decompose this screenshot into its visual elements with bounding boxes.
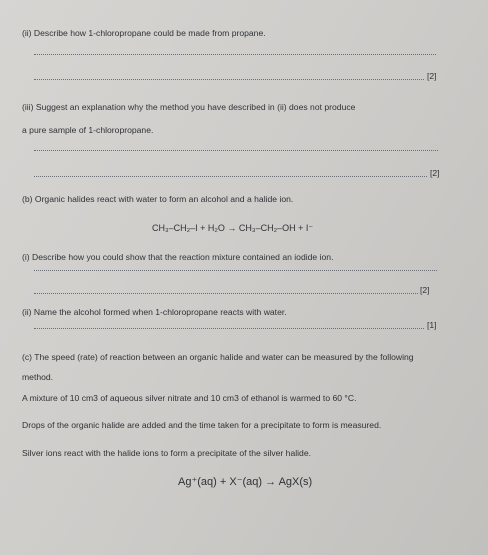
silver-halide-equation: Ag⁺(aq) + X⁻(aq) → AgX(s) xyxy=(178,476,313,488)
question-c-paragraph-3: Silver ions react with the halide ions to form a precipitate of the silver halide. xyxy=(22,448,311,458)
question-b-ii-text: (ii) Name the alcohol formed when 1-chloropropane reacts with water. xyxy=(22,307,287,317)
answer-line xyxy=(34,293,418,294)
question-iii-line1: (iii) Suggest an explanation why the method you have described in (ii) does not produce xyxy=(22,102,356,112)
question-iii-mark: [2] xyxy=(430,168,440,178)
answer-line xyxy=(34,328,424,329)
question-b-ii-mark: [1] xyxy=(427,320,437,330)
question-c-paragraph-1: A mixture of 10 cm3 of aqueous silver nitrate and 10 cm3 of ethanol is warmed to 60 °C. xyxy=(22,393,357,403)
answer-line xyxy=(34,150,438,151)
answer-line xyxy=(34,176,427,177)
halide-equation: CH₃–CH₂–I + H₂O → CH₃–CH₂–OH + I⁻ xyxy=(152,223,314,233)
answer-line xyxy=(34,79,424,80)
question-ii-text: (ii) Describe how 1-chloropropane could be made from propane. xyxy=(22,28,266,38)
question-b-text: (b) Organic halides react with water to form an alcohol and a halide ion. xyxy=(22,194,294,204)
question-c-line1: (c) The speed (rate) of reaction between an organic halide and water can be measured by the following xyxy=(22,352,414,362)
answer-line xyxy=(34,270,437,271)
question-ii-mark: [2] xyxy=(427,71,437,81)
answer-line xyxy=(34,54,436,55)
question-c-paragraph-2: Drops of the organic halide are added and the time taken for a precipitate to form is measured. xyxy=(22,420,382,430)
question-b-i-text: (i) Describe how you could show that the reaction mixture contained an iodide ion. xyxy=(22,252,334,262)
question-c-line2: method. xyxy=(22,372,54,382)
question-iii-line2: a pure sample of 1-chloropropane. xyxy=(22,125,154,135)
question-b-i-mark: [2] xyxy=(420,285,430,295)
